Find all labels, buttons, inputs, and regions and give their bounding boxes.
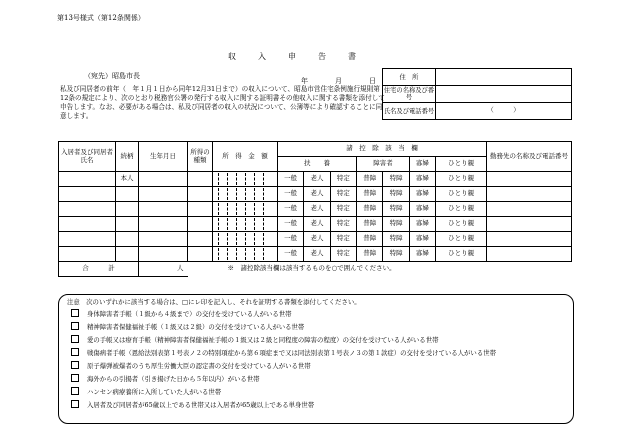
total-note: ※ 諸控除該当欄は該当するものを○で囲んでください。 xyxy=(227,264,396,273)
note-item xyxy=(71,309,292,319)
deduction-tag[interactable]: 特障 xyxy=(383,187,409,202)
checkbox[interactable] xyxy=(71,348,79,356)
housing-name-field[interactable] xyxy=(436,86,572,103)
deduction-tag[interactable]: 普障 xyxy=(357,187,383,202)
deduction-tag[interactable]: 老人 xyxy=(304,217,330,232)
form-number: 第13号様式（第12条関係） xyxy=(57,14,145,22)
relation-cell[interactable]: 本人 xyxy=(116,172,139,187)
birth-cell[interactable] xyxy=(139,217,188,232)
deduction-tag[interactable]: ひとり親 xyxy=(436,172,487,187)
income-amount-cell[interactable] xyxy=(213,187,278,202)
table-row xyxy=(59,247,572,262)
person-cell[interactable] xyxy=(59,172,116,187)
employer-cell[interactable] xyxy=(487,247,572,262)
deduction-tag[interactable]: 寡婦 xyxy=(409,232,435,247)
income-type-header: 所得の種類 xyxy=(188,142,213,172)
single-parent-header: ひとり親 xyxy=(436,157,487,172)
income-amount-cell[interactable] xyxy=(213,232,278,247)
deduction-tag[interactable]: 寡婦 xyxy=(409,172,435,187)
deduction-tag[interactable]: 老人 xyxy=(304,202,330,217)
note-text: ハンセン病療養所に入所していた人がいる世帯 xyxy=(87,388,222,396)
deduction-tag[interactable]: ひとり親 xyxy=(436,232,487,247)
applicant-info-table xyxy=(382,68,572,120)
deduction-tag[interactable]: 一般 xyxy=(278,247,304,262)
housing-name-label: 住宅の名称及び番号 xyxy=(383,87,435,101)
deduction-tag[interactable]: 一般 xyxy=(278,172,304,187)
table-row xyxy=(59,187,572,202)
income-type-cell[interactable] xyxy=(188,217,213,232)
note-text: 入居者及び同居者が65歳以上である世帯又は入居者が65歳以上である単身世帯 xyxy=(87,401,315,409)
relation-header: 続柄 xyxy=(116,142,139,172)
income-amount-cell[interactable] xyxy=(213,172,278,187)
birth-cell[interactable] xyxy=(139,247,188,262)
person-cell[interactable] xyxy=(59,202,116,217)
page-title: 収入申告書 xyxy=(228,52,378,61)
table-body xyxy=(59,172,572,262)
table-row xyxy=(59,172,572,187)
deduction-tag[interactable]: 寡婦 xyxy=(409,202,435,217)
checkbox[interactable] xyxy=(71,309,79,317)
notes-box xyxy=(58,294,574,424)
employer-cell[interactable] xyxy=(487,187,572,202)
deduction-tag[interactable]: ひとり親 xyxy=(436,202,487,217)
deduction-tag[interactable]: 特障 xyxy=(383,247,409,262)
note-item xyxy=(71,387,221,397)
relation-cell[interactable] xyxy=(116,202,139,217)
note-text: 身体障害者手帳（１級から４級まで）の交付を受けている人がいる世帯 xyxy=(87,310,292,318)
deduction-tag[interactable]: 寡婦 xyxy=(409,247,435,262)
deduction-tag[interactable]: ひとり親 xyxy=(436,187,487,202)
income-type-cell[interactable] xyxy=(188,187,213,202)
date-label: 年 月 日 xyxy=(301,77,386,85)
deduction-tag[interactable]: 一般 xyxy=(278,232,304,247)
checkbox[interactable] xyxy=(71,374,79,382)
checkbox[interactable] xyxy=(71,387,79,395)
deduction-tag[interactable]: 普障 xyxy=(357,172,383,187)
deduction-tag[interactable]: 老人 xyxy=(304,247,330,262)
deduction-tag[interactable]: 特定 xyxy=(330,232,356,247)
income-type-cell[interactable] xyxy=(188,247,213,262)
note-item xyxy=(71,400,314,410)
checkbox[interactable] xyxy=(71,361,79,369)
birth-cell[interactable] xyxy=(139,232,188,247)
deduction-tag[interactable]: 老人 xyxy=(304,172,330,187)
person-cell[interactable] xyxy=(59,187,116,202)
income-type-cell[interactable] xyxy=(188,202,213,217)
deduction-tag[interactable]: 老人 xyxy=(304,232,330,247)
income-table xyxy=(58,141,572,277)
note-text: 精神障害者保健福祉手帳（１級又は２級）の交付を受けている人がいる世帯 xyxy=(87,323,305,331)
total-unit: 人 xyxy=(139,262,188,277)
income-type-cell[interactable] xyxy=(188,172,213,187)
note-text: 原子爆弾被爆者のうち厚生労働大臣の認定書の交付を受けている人がいる世帯 xyxy=(87,362,311,370)
checkbox[interactable] xyxy=(71,322,79,330)
name-phone-field[interactable]: （ ） xyxy=(436,103,572,120)
deduction-tag[interactable]: 普障 xyxy=(357,217,383,232)
relation-cell[interactable] xyxy=(116,247,139,262)
deduction-tag[interactable]: 特定 xyxy=(330,217,356,232)
deduction-tag[interactable]: 寡婦 xyxy=(409,187,435,202)
widow-header: 寡婦 xyxy=(409,157,435,172)
note-item xyxy=(71,361,311,371)
deduction-tag[interactable]: 普障 xyxy=(357,232,383,247)
note-item xyxy=(71,335,438,345)
employer-cell[interactable] xyxy=(487,232,572,247)
person-cell[interactable] xyxy=(59,217,116,232)
notes-heading: 注意 次のいずれかに該当する場合は、□にレ印を記入し、それを証明する書類を添付してください。 xyxy=(67,298,361,306)
deduction-tag[interactable]: 寡婦 xyxy=(409,217,435,232)
deduction-tag[interactable]: 普障 xyxy=(357,247,383,262)
income-amount-cell[interactable] xyxy=(213,217,278,232)
birth-cell[interactable] xyxy=(139,187,188,202)
addressee: （宛先）昭島市長 xyxy=(84,72,140,80)
income-amount-cell[interactable] xyxy=(213,202,278,217)
checkbox[interactable] xyxy=(71,400,79,408)
note-item xyxy=(71,348,496,358)
deduction-tag[interactable]: 特障 xyxy=(383,232,409,247)
person-cell[interactable] xyxy=(59,232,116,247)
deduction-tag[interactable]: 一般 xyxy=(278,202,304,217)
deduction-tag[interactable]: 特定 xyxy=(330,202,356,217)
relation-cell[interactable] xyxy=(116,232,139,247)
deduction-tag[interactable]: 特定 xyxy=(330,172,356,187)
income-type-cell[interactable] xyxy=(188,232,213,247)
birth-header: 生年月日 xyxy=(139,142,188,172)
deduction-tag[interactable]: 特障 xyxy=(383,202,409,217)
deductions-header: 諸 控 除 該 当 欄 xyxy=(278,142,487,157)
table-row xyxy=(59,232,572,247)
address-label: 住 所 xyxy=(383,69,436,86)
relation-cell[interactable] xyxy=(116,217,139,232)
name-phone-label: 氏名及び電話番号 xyxy=(383,103,436,120)
deduction-tag[interactable]: ひとり親 xyxy=(436,247,487,262)
deduction-tag[interactable]: 一般 xyxy=(278,187,304,202)
employer-header: 勤務先の名称及び電話番号 xyxy=(487,142,572,172)
deduction-tag[interactable]: 特定 xyxy=(330,247,356,262)
note-item xyxy=(71,374,260,384)
table-row xyxy=(59,217,572,232)
employer-cell[interactable] xyxy=(487,172,572,187)
address-field[interactable] xyxy=(436,69,572,86)
dependents-header: 扶 養 xyxy=(278,157,357,172)
checkbox[interactable] xyxy=(71,335,79,343)
total-label: 合 計 xyxy=(59,262,139,277)
deduction-tag[interactable]: 普障 xyxy=(357,202,383,217)
note-item xyxy=(71,322,304,332)
disabled-header: 障害者 xyxy=(357,157,410,172)
income-amount-header: 所 得 金 額 xyxy=(213,142,278,172)
birth-cell[interactable] xyxy=(139,172,188,187)
deduction-tag[interactable]: 一般 xyxy=(278,217,304,232)
note-text: 海外からの引揚者（引き揚げた日から５年以内）がいる世帯 xyxy=(87,375,260,383)
table-row xyxy=(59,202,572,217)
employer-cell[interactable] xyxy=(487,217,572,232)
birth-cell[interactable] xyxy=(139,202,188,217)
deduction-tag[interactable]: ひとり親 xyxy=(436,217,487,232)
note-text: 戦傷病者手帳（恩給法別表第１号表ノ２の特別項症から第６項症まで又は同法別表第１号表ノ３の第１款症）の交付を受けている人がいる世帯 xyxy=(87,349,496,357)
deduction-tag[interactable]: 老人 xyxy=(304,187,330,202)
deduction-tag[interactable]: 特障 xyxy=(383,172,409,187)
person-cell[interactable] xyxy=(59,247,116,262)
person-header: 入居者及び同居者氏名 xyxy=(59,142,116,172)
deduction-tag[interactable]: 特障 xyxy=(383,217,409,232)
deduction-tag[interactable]: 特定 xyxy=(330,187,356,202)
intro-paragraph: 私及び同居者の前年（ 年１月１日から同年12月31日まで）の収入について、昭島市営住宅条例施行規則第12条の規定により、次のとおり税務官公署の発行する収入に関する証明書その他収入に関する書類を添付して申告します。なお、必要がある場合は、私及び同居者の収入の状況について、公簿等により確認することに同意します。 xyxy=(60,85,385,120)
employer-cell[interactable] xyxy=(487,202,572,217)
income-amount-cell[interactable] xyxy=(213,247,278,262)
note-text: 愛の手帳又は療育手帳（精神障害者保健福祉手帳の１級又は２級と同程度の障害の程度）の交付を受けている人がいる世帯 xyxy=(87,336,439,344)
relation-cell[interactable] xyxy=(116,187,139,202)
